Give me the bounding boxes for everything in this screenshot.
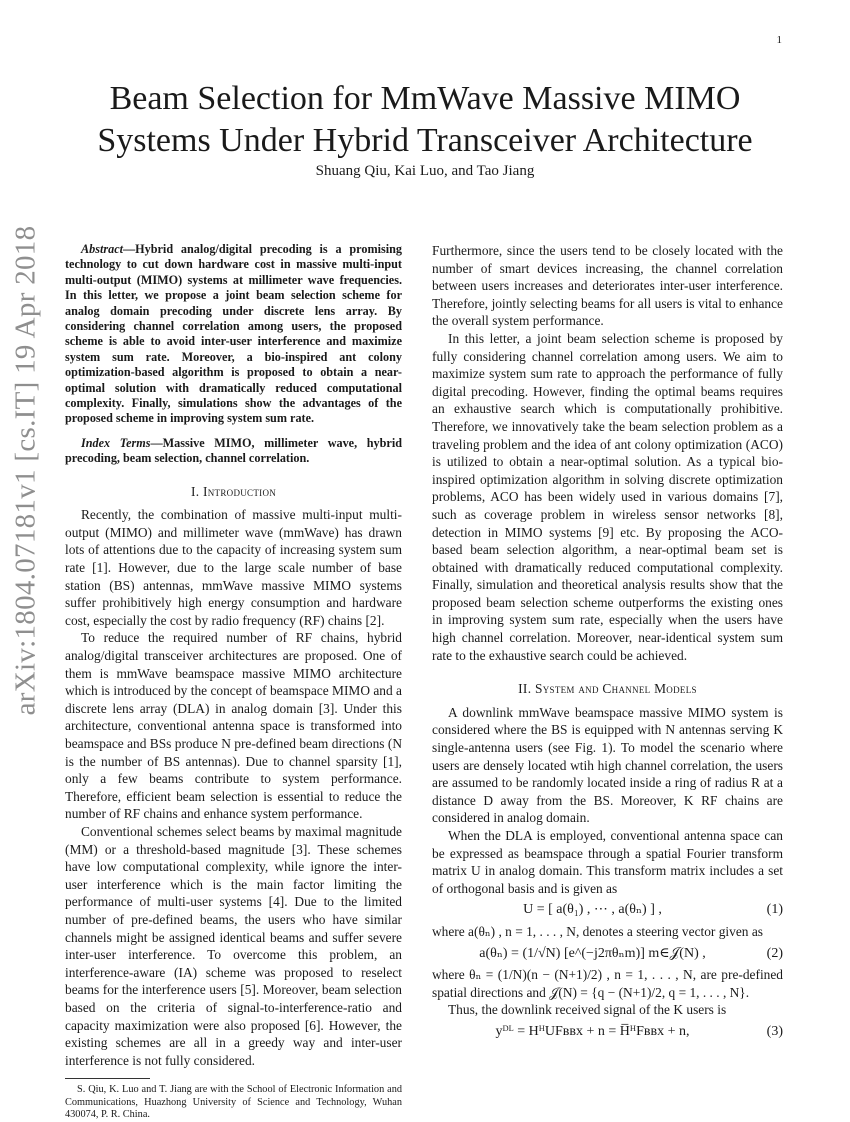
arxiv-identifier: arXiv:1804.07181v1 [cs.IT] 19 Apr 2018: [9, 225, 42, 715]
arxiv-stamp: [6, 225, 46, 715]
equation-3-number: (3): [766, 1023, 783, 1039]
paper-title: Beam Selection for MmWave Massive MIMO Systems Under Hybrid Transceiver Architecture: [97, 80, 753, 159]
system-paragraph-4: where θₙ = (1/N)(n − (N+1)/2) , n = 1, . . . , N, are pre-defined spatial directions and 𝒥(N) = {q − (N+1)/2, q = 1, . . . , N}.: [432, 967, 783, 1000]
abstract-text: —Hybrid analog/digital precoding is a promising technology to cut down hardware cost in massive multi-input multi-output (MIMO) systems at millimeter wave frequencies. In this letter, we propose a joint beam selection scheme for analog domain precoding under discrete lens array. By considering channel correlation among users, the proposed scheme is able to avoid inter-user interference and maximize system sum rate. Moreover, a bio-inspired ant colony optimization-based algorithm is proposed to obtain a near-optimal solution with dramatically reduced computational complexity. Finally, simulations show the advantages of the proposed scheme in improving system sum rate.: [65, 242, 402, 426]
system-paragraph-3: where a(θₙ) , n = 1, . . . , N, denotes a steering vector given as: [432, 923, 763, 939]
intro-paragraph-4: Furthermore, since the users tend to be closely located with the number of smart devices increasing, the channel correlation between users increases and deteriorates inter-user interference. Therefore, jointly selecting beams for all users is vital to enhance the overall system performance.: [432, 243, 783, 329]
abstract: [65, 242, 402, 427]
system-paragraph-2: When the DLA is employed, conventional antenna space can be expressed as beamspace through a spatial Fourier transform matrix U in analog domain. This transform matrix includes a set of orthogonal basis and is given as: [432, 828, 783, 896]
equation-2: [432, 945, 783, 963]
section-heading-introduction: I. Introduction: [190, 483, 277, 499]
equation-1-body: U = [ a(θ₁) , ⋯ , a(θₙ) ] ,: [523, 902, 662, 918]
author-affiliation-footnote: S. Qiu, K. Luo and T. Jiang are with the School of Electronic Information and Communications, Huazhong University of Science and Technology, Wuhan 430074, P. R. China.: [65, 1084, 402, 1121]
footnote-divider: [65, 1078, 150, 1079]
index-terms-text: —Massive MIMO, millimeter wave, hybrid precoding, beam selection, channel correlation.: [65, 435, 402, 466]
index-terms-label: Index Terms: [81, 435, 151, 450]
equation-1: [432, 901, 783, 919]
system-paragraph-1: A downlink mmWave beamspace massive MIMO system is considered where the BS is equipped with N antennas serving K single-antenna users (see Fig. 1). To model the scenario where users are densely located wtih high channel correlation, the users are assumed to be randomly located inside a ring of radius R at a distance D away from the BS. Moreover, K RF chains are considered in analog domain.: [432, 704, 783, 826]
section-heading-system-model: II. System and Channel Models: [518, 681, 697, 697]
left-column: [65, 242, 402, 1122]
index-terms: [65, 436, 402, 467]
intro-paragraph-2: To reduce the required number of RF chains, hybrid analog/digital transceiver architectures are proposed. One of them is mmWave beamspace massive MIMO architecture which is introduced by the concept of beamspace MIMO and a discrete lens array (DLA) in analog domain [3]. Under this architecture, conventional antenna space is transformed into beamspace and BSs produce N pre-defined beam directions (N is the number of BS antennas). Due to channel sparsity [1], only a few beams contribute to system performance. Therefore, efficient beam selection is essential to reduce the number of RF chains and enhance system performance.: [65, 630, 402, 822]
equation-2-number: (2): [766, 945, 783, 961]
system-paragraph-5: Thus, the downlink received signal of the K users is: [448, 1002, 727, 1018]
page-number: 1: [776, 34, 782, 46]
equation-3-body: yᴰᴸ = HᴴUFʙʙx + n = H̅ᴴFʙʙx + n,: [495, 1023, 690, 1039]
intro-paragraph-1: Recently, the combination of massive multi-input multi-output (MIMO) and millimeter wave (mmWave) has drawn lots of attentions due to the capacity of increasing system sum rate [1]. However, due to the large scale number of base station (BS) antennas, mmWave massive MIMO systems suffer prohibitively high energy consumption and hardware cost, especially the cost by radio frequency (RF) chains [2].: [65, 507, 402, 628]
equation-3: [432, 1023, 783, 1041]
intro-paragraph-5: In this letter, a joint beam selection scheme is proposed by fully considering channel correlation among users. We aim to maximize system sum rate to approach the performance of fully digital precoding. However, finding the optimal beams requires an exhaustive search which is computationally prohibitive. Therefore, we innovatively take the beam selection problem as a traveling problem and the idea of ant colony optimization (ACO) is utilized to obtain a near-optimal solution. As a typical bio-inspired optimization algorithm in solving discrete optimization problems, ACO has been widely used in various domains [7], such as coverage problem in wireless sensor networks [8], detection in MIMO systems [9] etc. By proposing the ACO-based beam selection algorithm, a near-optimal beam set is obtained with dramatically reduced computational complexity. Finally, simulation and theoretical analysis results show that the proposed beam selection scheme outperforms the existing ones in improving system sum rate, especially when the users have high channel correlation. Moreover, near-identical system sum rate to the exhaustive search could be achieved.: [432, 330, 783, 663]
paper-authors: Shuang Qiu, Kai Luo, and Tao Jiang: [315, 163, 535, 179]
equation-2-body: a(θₙ) = (1/√N) [e^(−j2πθₙm)] m∈𝒥(N) ,: [479, 945, 706, 961]
right-column: [432, 242, 783, 1045]
abstract-label: Abstract: [81, 242, 123, 256]
equation-1-number: (1): [766, 902, 783, 918]
intro-paragraph-3: Conventional schemes select beams by maximal magnitude (MM) or a threshold-based magnitude [3]. These schemes have low computational complexity, while ignore the inter-user interference which is the main factor limiting the performance of multi-user systems [4]. Due to the limited number of pre-defined beams, the users who have similar channels might be assigned identical beams and suffer severe inter-user interference. To overcome this problem, an interference-aware (IA) scheme was proposed to reselect beams for the interference users [5]. Moreover, beam selection based on the criteria of signal-to-interference-ratio and capacity maximization were also proposed [6]. However, the existing schemes are all in a greedy way and inter-user interference is not fully considered.: [65, 823, 402, 1068]
